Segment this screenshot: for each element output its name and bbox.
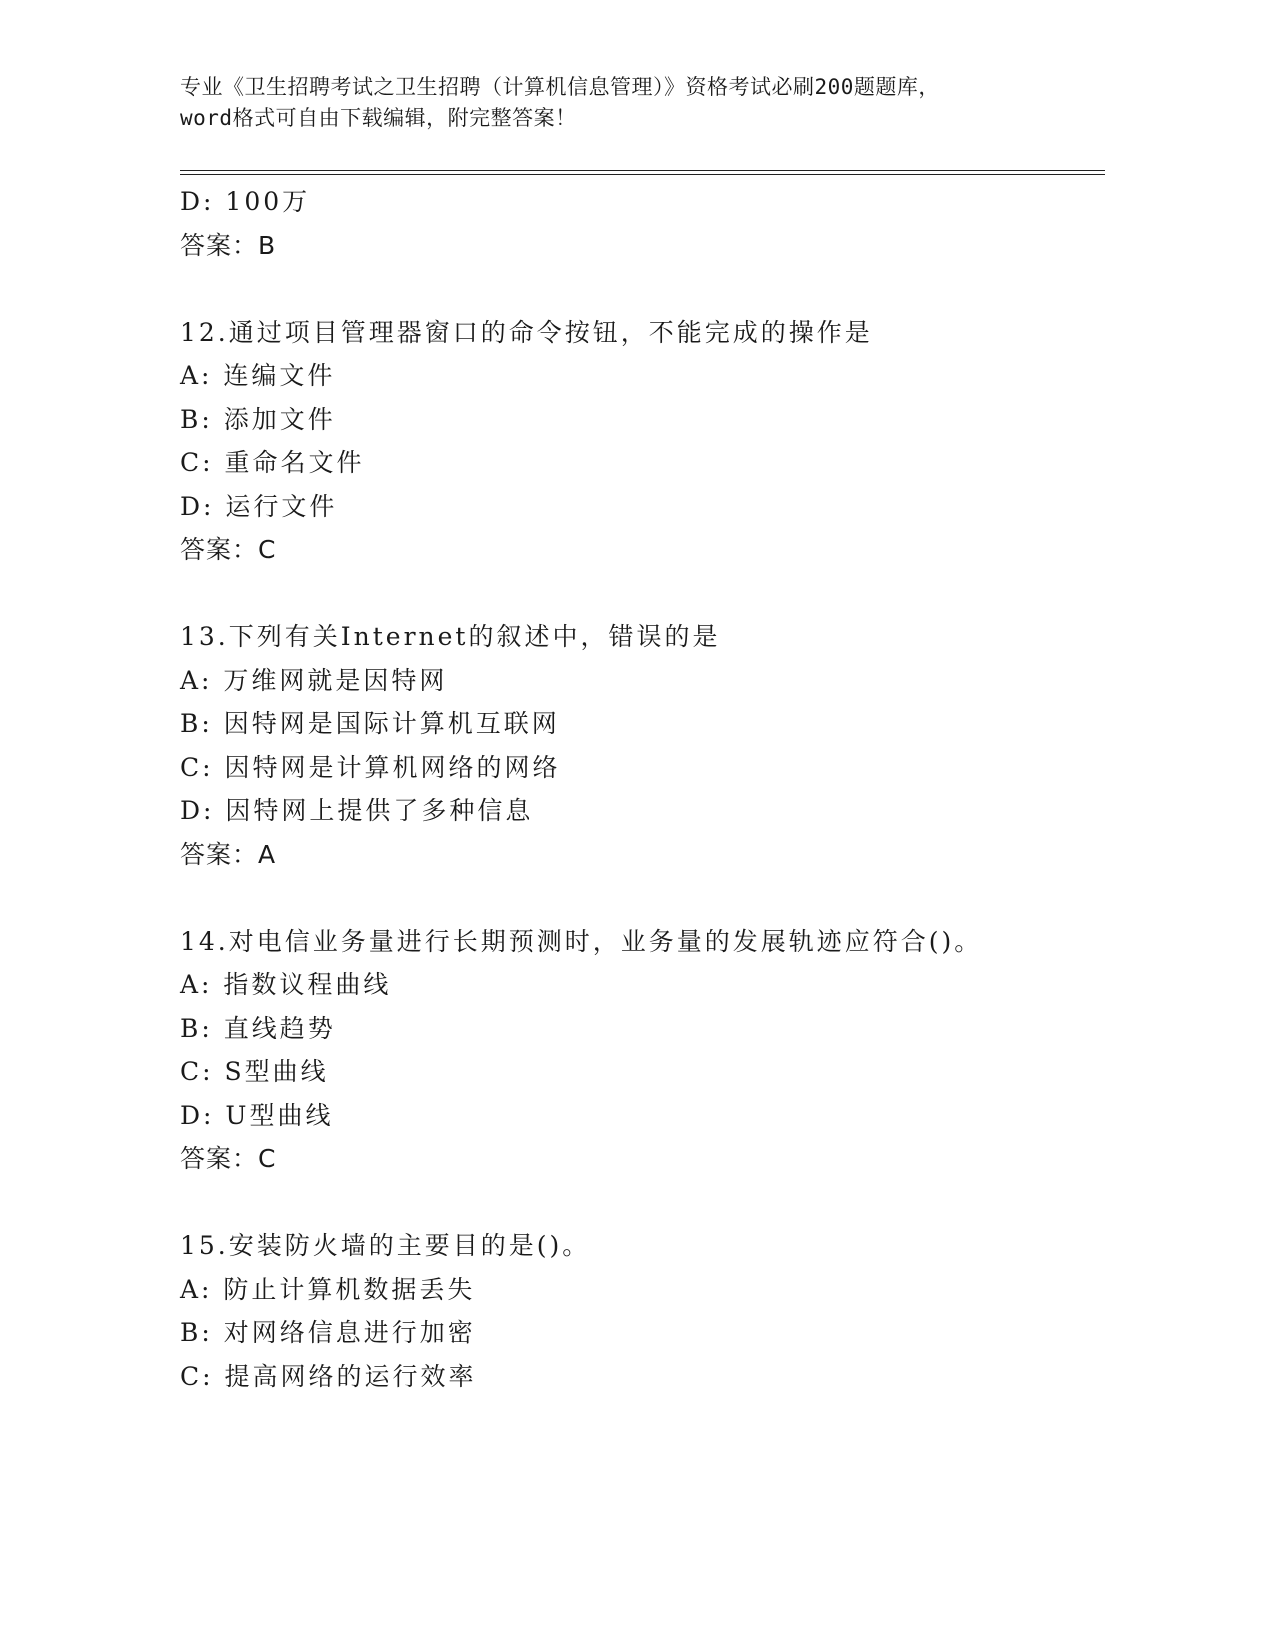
question-15-option-b: B: 对网络信息进行加密 bbox=[180, 1318, 476, 1347]
question-14-answer: 答案：C bbox=[180, 1144, 277, 1173]
prev-answer: 答案：B bbox=[180, 230, 277, 260]
question-12-option-a: A: 连编文件 bbox=[180, 361, 336, 390]
question-15-option-c: C: 提高网络的运行效率 bbox=[180, 1361, 477, 1391]
header-line-1: 专业《卫生招聘考试之卫生招聘（计算机信息管理）》资格考试必刷200题题库， bbox=[180, 75, 940, 99]
spacer bbox=[180, 267, 1105, 311]
question-15-text: 15.安装防火墙的主要目的是()。 bbox=[180, 1231, 591, 1260]
document-header bbox=[180, 72, 1105, 134]
spacer bbox=[180, 1181, 1105, 1225]
spacer bbox=[180, 876, 1105, 920]
question-12-option-c: C: 重命名文件 bbox=[180, 448, 365, 477]
question-12-option-b: B: 添加文件 bbox=[180, 404, 336, 434]
question-12-text: 12.通过项目管理器窗口的命令按钮，不能完成的操作是 bbox=[180, 317, 873, 347]
question-14-option-d: D: U型曲线 bbox=[180, 1100, 334, 1130]
question-13-option-b: B: 因特网是国际计算机互联网 bbox=[180, 709, 560, 738]
question-14-option-a: A: 指数议程曲线 bbox=[180, 970, 392, 999]
question-13-option-c: C: 因特网是计算机网络的网络 bbox=[180, 752, 561, 782]
question-14-option-b: B: 直线趋势 bbox=[180, 1013, 336, 1043]
question-13-option-a: A: 万维网就是因特网 bbox=[180, 665, 448, 695]
document-page bbox=[180, 0, 1105, 1650]
question-14-option-c: C: S型曲线 bbox=[180, 1057, 329, 1086]
question-12-answer: 答案：C bbox=[180, 535, 277, 564]
spacer bbox=[180, 572, 1105, 616]
question-15-option-a: A: 防止计算机数据丢失 bbox=[180, 1274, 476, 1304]
question-13-answer: 答案：A bbox=[180, 839, 277, 869]
prev-option-d: D: 100万 bbox=[180, 187, 311, 216]
question-12-option-d: D: 运行文件 bbox=[180, 491, 338, 521]
question-13-text: 13.下列有关Internet的叙述中，错误的是 bbox=[180, 622, 721, 651]
question-13-option-d: D: 因特网上提供了多种信息 bbox=[180, 796, 534, 825]
question-14-text: 14.对电信业务量进行长期预测时，业务量的发展轨迹应符合()。 bbox=[180, 926, 983, 956]
header-line-2: word格式可自由下载编辑，附完整答案！ bbox=[180, 106, 577, 130]
question-list bbox=[180, 180, 1105, 1398]
header-divider bbox=[180, 170, 1105, 175]
